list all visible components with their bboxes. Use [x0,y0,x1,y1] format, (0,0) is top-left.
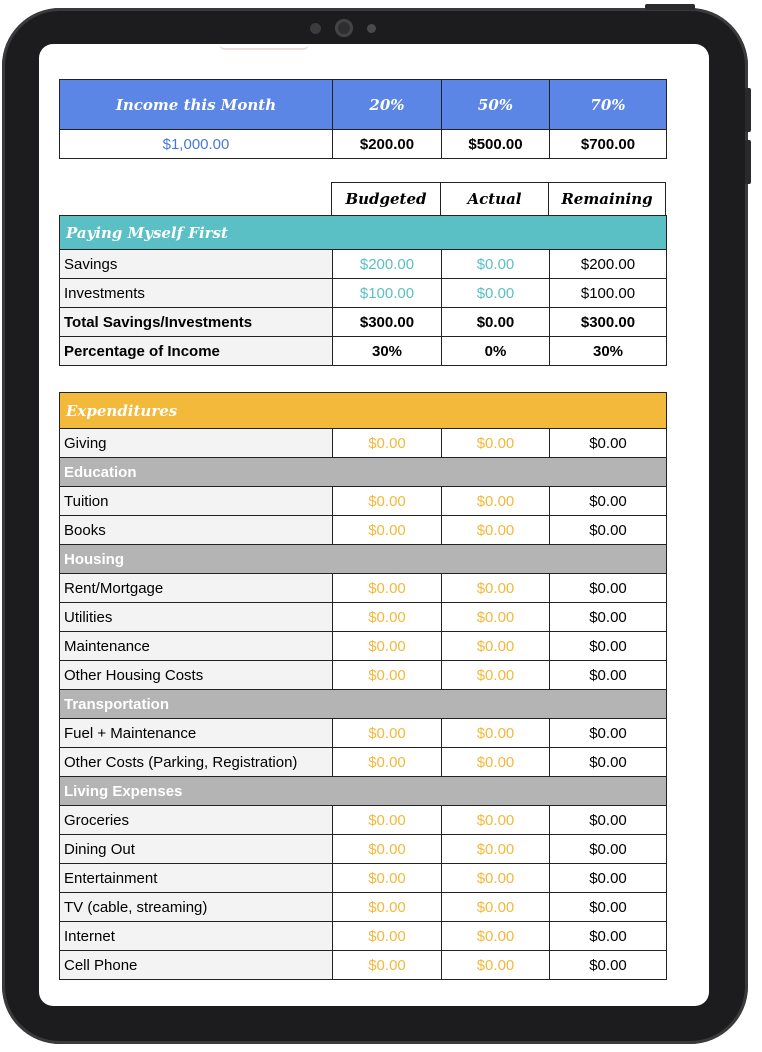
actual-cell[interactable]: $0.00 [442,279,550,308]
remaining-cell: $0.00 [550,487,667,516]
budgeted-cell[interactable]: $100.00 [333,279,442,308]
remaining-cell: $100.00 [550,279,667,308]
table-row [60,516,667,545]
row-label: Giving [60,429,333,458]
budgeted-cell[interactable]: $0.00 [333,951,442,980]
actual-cell[interactable]: $0.00 [442,574,550,603]
category-label: Education [60,458,667,487]
budgeted-cell[interactable]: $0.00 [333,574,442,603]
pct-50-header: 50% [442,80,550,130]
category-label: Housing [60,545,667,574]
savings-section-header [60,216,667,250]
row-label: Books [60,516,333,545]
pct-20-header: 20% [333,80,442,130]
remaining-cell: $0.00 [550,951,667,980]
income-header-row [60,80,667,130]
budgeted-cell[interactable]: $0.00 [333,806,442,835]
row-label: Maintenance [60,632,333,661]
income-values-row [60,130,667,159]
expenditures-table [59,392,667,980]
actual-cell[interactable]: $0.00 [442,893,550,922]
row-label: Cell Phone [60,951,333,980]
row-label: Entertainment [60,864,333,893]
table-row [60,574,667,603]
category-band [60,545,667,574]
row-label: Tuition [60,487,333,516]
remaining-cell: $0.00 [550,748,667,777]
row-label: Utilities [60,603,333,632]
pct-20-value: $200.00 [333,130,442,159]
table-row [60,951,667,980]
column-header-table [331,182,666,216]
row-label: Other Costs (Parking, Registration) [60,748,333,777]
pct-70-header: 70% [550,80,667,130]
remaining-cell: $0.00 [550,632,667,661]
light-sensor-icon [367,24,376,33]
remaining-cell: $200.00 [550,250,667,279]
remaining-cell: $0.00 [550,806,667,835]
category-band [60,777,667,806]
income-header-cell: Income this Month [60,80,333,130]
paper-edge [219,44,309,50]
table-row [60,893,667,922]
remaining-cell: $0.00 [550,429,667,458]
row-label: Percentage of Income [60,337,333,366]
actual-cell[interactable]: $0.00 [442,632,550,661]
remaining-cell: 30% [550,337,667,366]
actual-cell[interactable]: $0.00 [442,719,550,748]
camera-icon [335,19,353,37]
remaining-cell: $0.00 [550,864,667,893]
actual-cell[interactable]: $0.00 [442,603,550,632]
table-row [60,748,667,777]
remaining-cell: $300.00 [550,308,667,337]
table-row [60,487,667,516]
row-label: Internet [60,922,333,951]
row-label: Rent/Mortgage [60,574,333,603]
table-row [60,864,667,893]
actual-column-header: Actual [441,183,549,216]
budgeted-cell: $300.00 [333,308,442,337]
sensor-icon [310,23,321,34]
budgeted-cell[interactable]: $0.00 [333,719,442,748]
expenditures-section-header [60,393,667,429]
savings-table [59,215,667,366]
budgeted-column-header: Budgeted [332,183,441,216]
remaining-cell: $0.00 [550,603,667,632]
actual-cell[interactable]: $0.00 [442,951,550,980]
total-row [60,308,667,337]
remaining-cell: $0.00 [550,719,667,748]
table-row [60,279,667,308]
budgeted-cell[interactable]: $0.00 [333,864,442,893]
actual-cell[interactable]: $0.00 [442,429,550,458]
actual-cell[interactable]: $0.00 [442,835,550,864]
budgeted-cell[interactable]: $200.00 [333,250,442,279]
category-band [60,458,667,487]
table-row [60,661,667,690]
table-row [60,835,667,864]
volume-up-button [745,88,751,132]
row-label: Total Savings/Investments [60,308,333,337]
remaining-cell: $0.00 [550,574,667,603]
table-row [60,632,667,661]
row-label: Dining Out [60,835,333,864]
remaining-column-header: Remaining [549,183,666,216]
remaining-cell: $0.00 [550,516,667,545]
row-label: TV (cable, streaming) [60,893,333,922]
income-amount-cell[interactable]: $1,000.00 [60,130,333,159]
pct-50-value: $500.00 [442,130,550,159]
row-label: Groceries [60,806,333,835]
table-row [60,250,667,279]
table-row [60,806,667,835]
percentage-row [60,337,667,366]
actual-cell: 0% [442,337,550,366]
budgeted-cell[interactable]: $0.00 [333,603,442,632]
budgeted-cell[interactable]: $0.00 [333,429,442,458]
budgeted-cell[interactable]: $0.00 [333,835,442,864]
expenditures-section-title: Expenditures [60,393,667,429]
power-button [645,4,695,10]
actual-cell[interactable]: $0.00 [442,250,550,279]
tablet-screen [39,44,709,1006]
table-row [60,603,667,632]
actual-cell[interactable]: $0.00 [442,661,550,690]
budgeted-cell[interactable]: $0.00 [333,661,442,690]
budgeted-cell[interactable]: $0.00 [333,748,442,777]
volume-down-button [745,140,751,184]
actual-cell[interactable]: $0.00 [442,806,550,835]
budgeted-cell[interactable]: $0.00 [333,893,442,922]
row-label: Other Housing Costs [60,661,333,690]
category-label: Transportation [60,690,667,719]
category-label: Living Expenses [60,777,667,806]
budgeted-cell[interactable]: $0.00 [333,516,442,545]
actual-cell[interactable]: $0.00 [442,487,550,516]
budgeted-cell[interactable]: $0.00 [333,487,442,516]
actual-cell[interactable]: $0.00 [442,922,550,951]
category-band [60,690,667,719]
pct-70-value: $700.00 [550,130,667,159]
actual-cell[interactable]: $0.00 [442,516,550,545]
remaining-cell: $0.00 [550,893,667,922]
row-label: Investments [60,279,333,308]
actual-cell[interactable]: $0.00 [442,748,550,777]
budgeted-cell[interactable]: $0.00 [333,632,442,661]
remaining-cell: $0.00 [550,661,667,690]
budgeted-cell[interactable]: $0.00 [333,922,442,951]
table-row [60,429,667,458]
row-label: Savings [60,250,333,279]
actual-cell: $0.00 [442,308,550,337]
actual-cell[interactable]: $0.00 [442,864,550,893]
income-table [59,79,667,159]
row-label: Fuel + Maintenance [60,719,333,748]
table-row [60,719,667,748]
budgeted-cell: 30% [333,337,442,366]
remaining-cell: $0.00 [550,835,667,864]
table-row [60,922,667,951]
remaining-cell: $0.00 [550,922,667,951]
savings-section-title: Paying Myself First [60,216,667,250]
